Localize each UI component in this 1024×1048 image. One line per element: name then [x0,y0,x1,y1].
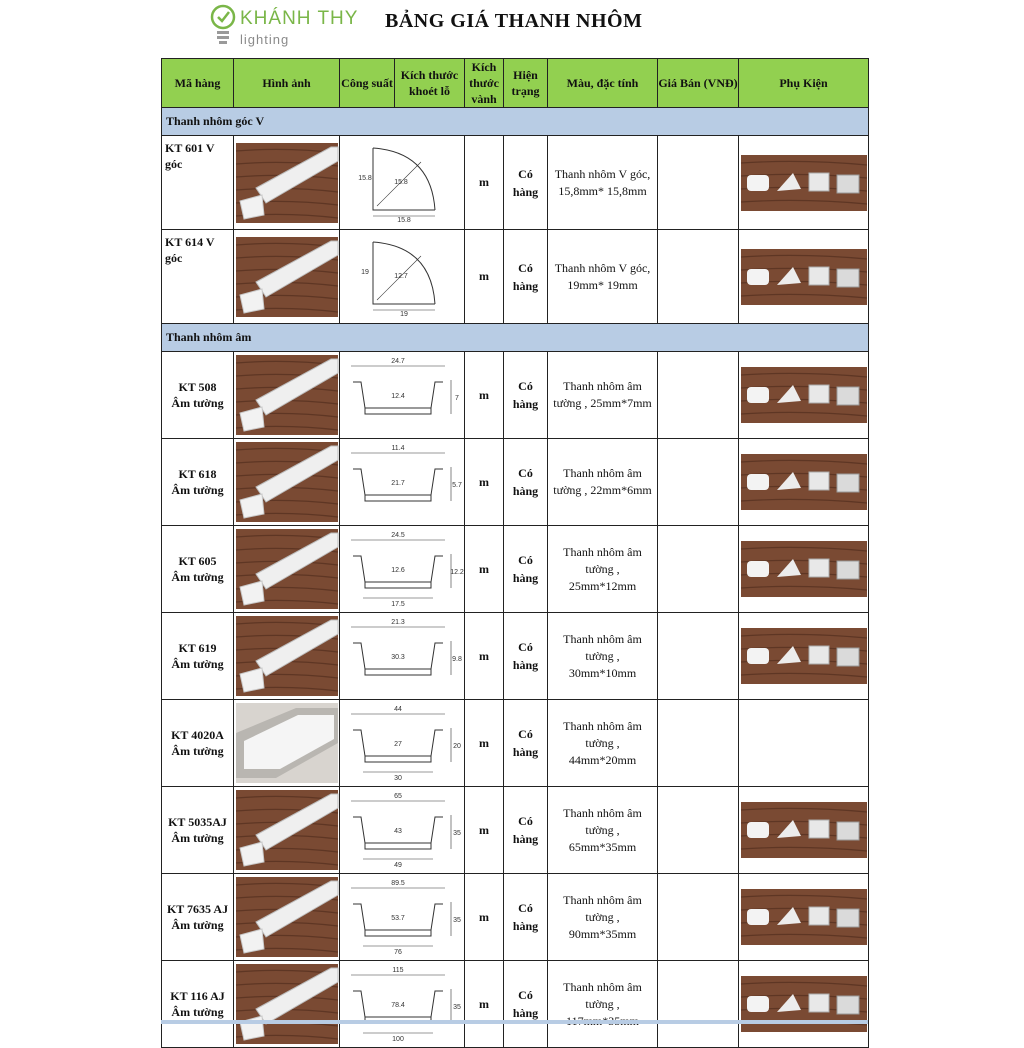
description-cell [548,613,658,700]
svg-text:43: 43 [394,828,402,835]
table-row [162,961,869,1048]
accessories-cell [739,439,869,526]
product-photo [236,143,338,223]
svg-text:19: 19 [400,310,408,318]
desc-line: tường , [585,822,620,837]
status-cell [504,526,548,613]
description-cell [548,439,658,526]
svg-text:30.3: 30.3 [391,654,405,661]
product-photo [236,703,338,783]
profile-drawing [343,613,461,695]
product-image-cell [234,526,340,613]
svg-text:115: 115 [392,967,404,974]
lightbulb-icon [210,4,236,46]
section-row [162,108,869,136]
product-code [162,961,234,1048]
price-cell [658,700,739,787]
rim-size: m [465,136,504,230]
svg-text:44: 44 [394,706,402,713]
svg-text:65: 65 [394,793,402,800]
dimension-drawing-cell [340,439,465,526]
product-code-line: KT 601 V [165,141,215,155]
svg-text:100: 100 [392,1036,404,1043]
col-header-image: Hình ảnh [234,59,340,108]
status-line: Có [518,814,533,828]
desc-line: tường , [585,735,620,750]
table-row [162,352,869,439]
product-code-type: Âm tường [171,396,224,410]
profile-drawing [343,439,461,521]
svg-text:35: 35 [453,917,461,924]
status-line: hàng [512,658,539,672]
status-line: hàng [512,1006,539,1020]
accessories-cell [739,613,869,700]
product-code-type: Âm tường [171,483,224,497]
svg-text:78.4: 78.4 [391,1002,405,1009]
accessories-photo [741,541,867,597]
product-code-line: KT 5035AJ [168,815,227,829]
rim-size: m [465,613,504,700]
rim-size: m [465,874,504,961]
product-code-line: KT 508 [178,380,217,394]
status-line: Có [518,727,533,741]
desc-line: 65mm*35mm [568,839,637,854]
dimension-drawing-cell [340,961,465,1048]
dimension-drawing-cell [340,136,465,230]
accessories-photo [741,454,867,510]
svg-text:5.7: 5.7 [452,482,462,489]
product-code [162,787,234,874]
company-logo [210,4,360,50]
rim-size: m [465,787,504,874]
svg-text:24.7: 24.7 [391,358,405,365]
product-image-cell [234,439,340,526]
col-header-rim: Kích thước vành [465,59,504,108]
desc-line: Thanh nhôm âm [563,979,642,994]
svg-text:20: 20 [453,743,461,750]
svg-text:15.8: 15.8 [397,216,411,224]
svg-text:12.7: 12.7 [394,272,408,280]
rim-size: m [465,700,504,787]
desc-line: Thanh nhôm âm [563,892,642,907]
rim-size: m [465,961,504,1048]
description-cell [548,700,658,787]
product-code [162,136,234,230]
accessories-cell [739,352,869,439]
price-cell [658,352,739,439]
dimension-drawing-cell [340,700,465,787]
svg-text:76: 76 [394,949,402,956]
rim-size: m [465,230,504,324]
table-row [162,874,869,961]
product-photo [236,237,338,317]
product-code-type: Âm tường [171,831,224,845]
product-code [162,526,234,613]
desc-line: Thanh nhôm âm [563,379,642,393]
status-cell [504,136,548,230]
desc-line: Thanh nhôm âm [563,805,642,820]
svg-text:12.2: 12.2 [450,569,464,576]
svg-text:12.6: 12.6 [391,567,405,574]
accessories-cell [739,700,869,787]
col-header-accessories: Phụ Kiện [739,59,869,108]
accessories-photo [741,155,867,211]
product-code-type: Âm tường [171,570,224,584]
product-code [162,230,234,324]
status-cell [504,230,548,324]
svg-text:9.8: 9.8 [452,656,462,663]
desc-line: Thanh nhôm âm [563,544,642,559]
status-line: hàng [512,832,539,846]
product-code-type: Âm tường [171,1005,224,1019]
table-header-row [162,59,869,108]
profile-drawing [343,700,461,782]
status-cell [504,352,548,439]
product-code [162,874,234,961]
desc-line: tường , [585,909,620,924]
status-cell [504,874,548,961]
price-cell [658,526,739,613]
col-header-status: Hiện trạng [504,59,548,108]
status-cell [504,439,548,526]
desc-line: Thanh nhôm âm [563,718,642,733]
product-code [162,700,234,787]
product-image-cell [234,961,340,1048]
rim-size: m [465,439,504,526]
profile-drawing [343,234,461,316]
profile-drawing [343,787,461,869]
accessories-photo [741,889,867,945]
accessories-cell [739,874,869,961]
price-table [161,58,869,1048]
desc-line: Thanh nhôm âm [563,631,642,646]
dimension-drawing-cell [340,352,465,439]
svg-text:49: 49 [394,862,402,869]
svg-text:21.7: 21.7 [391,480,405,487]
svg-text:21.3: 21.3 [391,619,405,626]
product-image-cell [234,230,340,324]
svg-text:19: 19 [361,268,369,276]
brand-subtitle: lighting [240,32,290,47]
accessories-cell [739,961,869,1048]
price-cell [658,230,739,324]
desc-line: 44mm*20mm [568,752,637,767]
col-header-power: Công suất [340,59,395,108]
desc-line: Thanh nhôm âm [563,466,642,480]
product-photo [236,355,338,435]
svg-text:11.4: 11.4 [391,445,405,452]
product-code [162,352,234,439]
status-line: hàng [512,571,539,585]
accessories-photo [741,628,867,684]
status-cell [504,961,548,1048]
product-code-line: KT 614 V [165,235,215,249]
description-cell [548,874,658,961]
price-cell [658,961,739,1048]
product-code-line: KT 619 [178,641,217,655]
status-line: Có [518,379,533,393]
section-title: Thanh nhôm âm [162,324,869,352]
desc-line: 30mm*10mm [568,665,637,680]
next-section-strip [161,1020,868,1024]
price-cell [658,439,739,526]
table-row [162,439,869,526]
table-row [162,700,869,787]
status-cell [504,700,548,787]
product-code-line: KT 4020A [171,728,224,742]
status-line: Có [518,260,533,275]
status-cell [504,613,548,700]
product-image-cell [234,787,340,874]
product-image-cell [234,874,340,961]
product-image-cell [234,136,340,230]
page-title: BẢNG GIÁ THANH NHÔM [385,10,643,32]
accessories-cell [739,787,869,874]
product-code [162,439,234,526]
table-row [162,136,869,230]
svg-text:7: 7 [455,395,459,402]
desc-line: tường , [585,561,620,576]
product-photo [236,529,338,609]
profile-drawing [343,874,461,956]
description-cell [548,961,658,1048]
col-header-price: Giá Bán (VNĐ) [658,59,739,108]
accessories-photo [741,367,867,423]
svg-text:89.5: 89.5 [391,880,405,887]
svg-text:53.7: 53.7 [391,915,405,922]
product-code [162,613,234,700]
table-row [162,230,869,324]
product-photo [236,790,338,870]
desc-line: 90mm*35mm [568,926,637,941]
desc-line: Thanh nhôm V góc, [554,166,651,181]
accessories-photo [741,802,867,858]
svg-text:12.4: 12.4 [391,393,405,400]
dimension-drawing-cell [340,613,465,700]
desc-line: 19mm* 19mm [567,277,638,292]
svg-text:27: 27 [394,741,402,748]
col-header-code: Mã hàng [162,59,234,108]
rim-size: m [465,526,504,613]
description-cell [548,526,658,613]
desc-line: tường , 22mm*6mm [553,483,652,497]
status-line: hàng [512,184,539,199]
desc-line: 15,8mm* 15,8mm [558,183,647,198]
product-code-line: KT 618 [178,467,217,481]
price-cell [658,136,739,230]
status-line: Có [518,166,533,181]
product-photo [236,442,338,522]
desc-line: tường , [585,648,620,663]
desc-line: 25mm*12mm [568,578,637,593]
status-line: hàng [512,397,539,411]
description-cell [548,352,658,439]
status-cell [504,787,548,874]
svg-text:17.5: 17.5 [391,601,405,608]
section-title: Thanh nhôm góc V [162,108,869,136]
dimension-drawing-cell [340,874,465,961]
accessories-cell [739,526,869,613]
product-photo [236,964,338,1044]
price-cell [658,613,739,700]
product-photo [236,616,338,696]
dimension-drawing-cell [340,526,465,613]
svg-text:24.5: 24.5 [391,532,405,539]
status-line: Có [518,640,533,654]
rim-size: m [465,352,504,439]
status-line: hàng [512,484,539,498]
product-photo [236,877,338,957]
dimension-drawing-cell [340,230,465,324]
table-row [162,613,869,700]
col-header-cutout: Kích thước khoét lỗ [395,59,465,108]
product-code-type: góc [165,157,183,171]
desc-line: tường , [585,996,620,1011]
svg-text:35: 35 [453,1004,461,1011]
product-code-type: Âm tường [171,744,224,758]
product-image-cell [234,700,340,787]
accessories-cell [739,230,869,324]
profile-drawing [343,140,461,222]
accessories-cell [739,136,869,230]
description-cell [548,230,658,324]
product-image-cell [234,613,340,700]
status-line: Có [518,553,533,567]
svg-text:15.8: 15.8 [394,178,408,186]
product-code-type: góc [165,251,183,265]
dimension-drawing-cell [340,787,465,874]
status-line: Có [518,988,533,1002]
desc-line: Thanh nhôm V góc, [554,260,651,275]
table-row [162,787,869,874]
product-code-type: Âm tường [171,918,224,932]
accessories-photo [741,249,867,305]
status-line: Có [518,466,533,480]
svg-text:15.8: 15.8 [358,174,372,182]
product-code-line: KT 116 AJ [170,989,225,1003]
status-line: Có [518,901,533,915]
description-cell [548,787,658,874]
desc-line: tường , 25mm*7mm [553,396,652,410]
product-code-line: KT 7635 AJ [166,902,229,916]
status-line: hàng [512,278,539,293]
svg-text:35: 35 [453,830,461,837]
profile-drawing [343,961,461,1043]
brand-name: KHÁNH THY [240,8,359,29]
product-image-cell [234,352,340,439]
product-code-line: KT 605 [178,554,217,568]
table-row [162,526,869,613]
description-cell [548,136,658,230]
svg-text:30: 30 [394,775,402,782]
status-line: hàng [512,745,539,759]
price-cell [658,874,739,961]
section-row [162,324,869,352]
profile-drawing [343,352,461,434]
price-cell [658,787,739,874]
profile-drawing [343,526,464,608]
product-code-type: Âm tường [171,657,224,671]
col-header-color: Màu, đặc tính [548,59,658,108]
status-line: hàng [512,919,539,933]
